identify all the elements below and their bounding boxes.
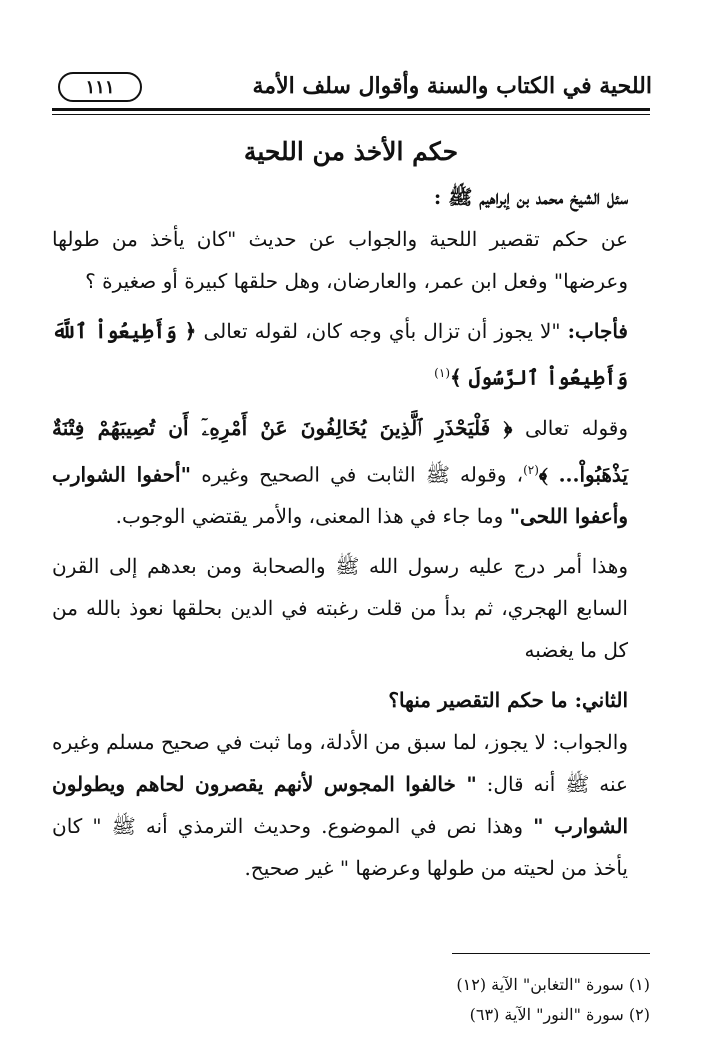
continuation-part3: وما جاء في هذا المعنى، والأمر يقتضي الوجوب.	[115, 504, 510, 529]
second-answer-part2: وهذا نص في الموضوع. وحديث الترمذي أنه ﷺ " كان يأخذ من لحيته من طولها وعرضها " غير صحيح.	[52, 814, 628, 881]
footnote-2: (٢) سورة "النور" الآية (٦٣)	[469, 1005, 650, 1024]
header-rule-thin	[52, 114, 650, 115]
history-paragraph: وهذا أمر درج عليه رسول الله ﷺ والصحابة ومن بعدهم إلى القرن السابع الهجري، ثم بدأ من قلت رغبته في الدين بحلقها نعوذ بالله من كل ما يغضبه	[52, 554, 628, 663]
running-header	[40, 70, 652, 104]
intro-line: سئل الشيخ محمد بن إبراهيم ﷺ :	[433, 185, 628, 209]
page-number: ١١١	[58, 72, 142, 102]
second-answer-paragraph	[52, 721, 650, 889]
quran-verse-1: ﴿ وَأَطِيعُواْ ٱللَّهَ وَأَطِيعُواْ ٱلرَّسُولَ ﴾	[52, 319, 628, 390]
footnote-ref-1: (١)	[434, 366, 450, 380]
hadith-quote-2: " خالفوا المجوس لأنهم يقصرون لحاهم ويطولون الشوارب "	[52, 772, 629, 839]
hadith-quote-1: "أحفوا الشوارب وأعفوا اللحى"	[52, 462, 628, 529]
continuation-part2: ، وقوله ﷺ الثابت في الصحيح وغيره	[191, 462, 524, 487]
second-question-heading: الثاني: ما حكم التقصير منها؟	[388, 688, 628, 713]
book-title: اللحية في الكتاب والسنة وأقوال سلف الأمة	[252, 73, 652, 99]
quran-verse-2: ﴿ فَلْيَحْذَرِ ٱلَّذِينَ يُخَالِفُونَ عَنْ أَمْرِهِۦٓ أَن تُصِيبَهُمْ فِتْنَةٌ يَذْهَبُواْ... ﴾	[52, 415, 628, 487]
continuation-paragraph	[52, 407, 650, 538]
answer-label: فأجاب:	[567, 319, 628, 343]
question-paragraph: عن حكم تقصير اللحية والجواب عن حديث "كان يأخذ من طولها وعرضها" وفعل ابن عمر، والعارضان، وهل حلقها كبيرة أو صغيرة ؟	[52, 227, 628, 293]
continuation-part1: وقوله تعالى	[512, 415, 628, 440]
footnotes	[230, 970, 650, 1030]
answer-paragraph	[52, 310, 650, 399]
section-heading: حكم الأخذ من اللحية	[243, 137, 459, 166]
footnote-separator	[452, 953, 650, 954]
footnote-1: (١) سورة "التغابن" الآية (١٢)	[456, 975, 650, 994]
main-text	[52, 130, 650, 889]
footnote-ref-2: (٢)	[523, 462, 539, 477]
answer-text: "لا يجوز أن تزال بأي وجه كان، لقوله تعالى	[196, 319, 568, 343]
header-rule	[52, 108, 650, 111]
second-answer-part1: والجواب: لا يجوز، لما سبق من الأدلة، وما ثبت في صحيح مسلم وغيره عنه ﷺ أنه قال:	[52, 730, 628, 797]
